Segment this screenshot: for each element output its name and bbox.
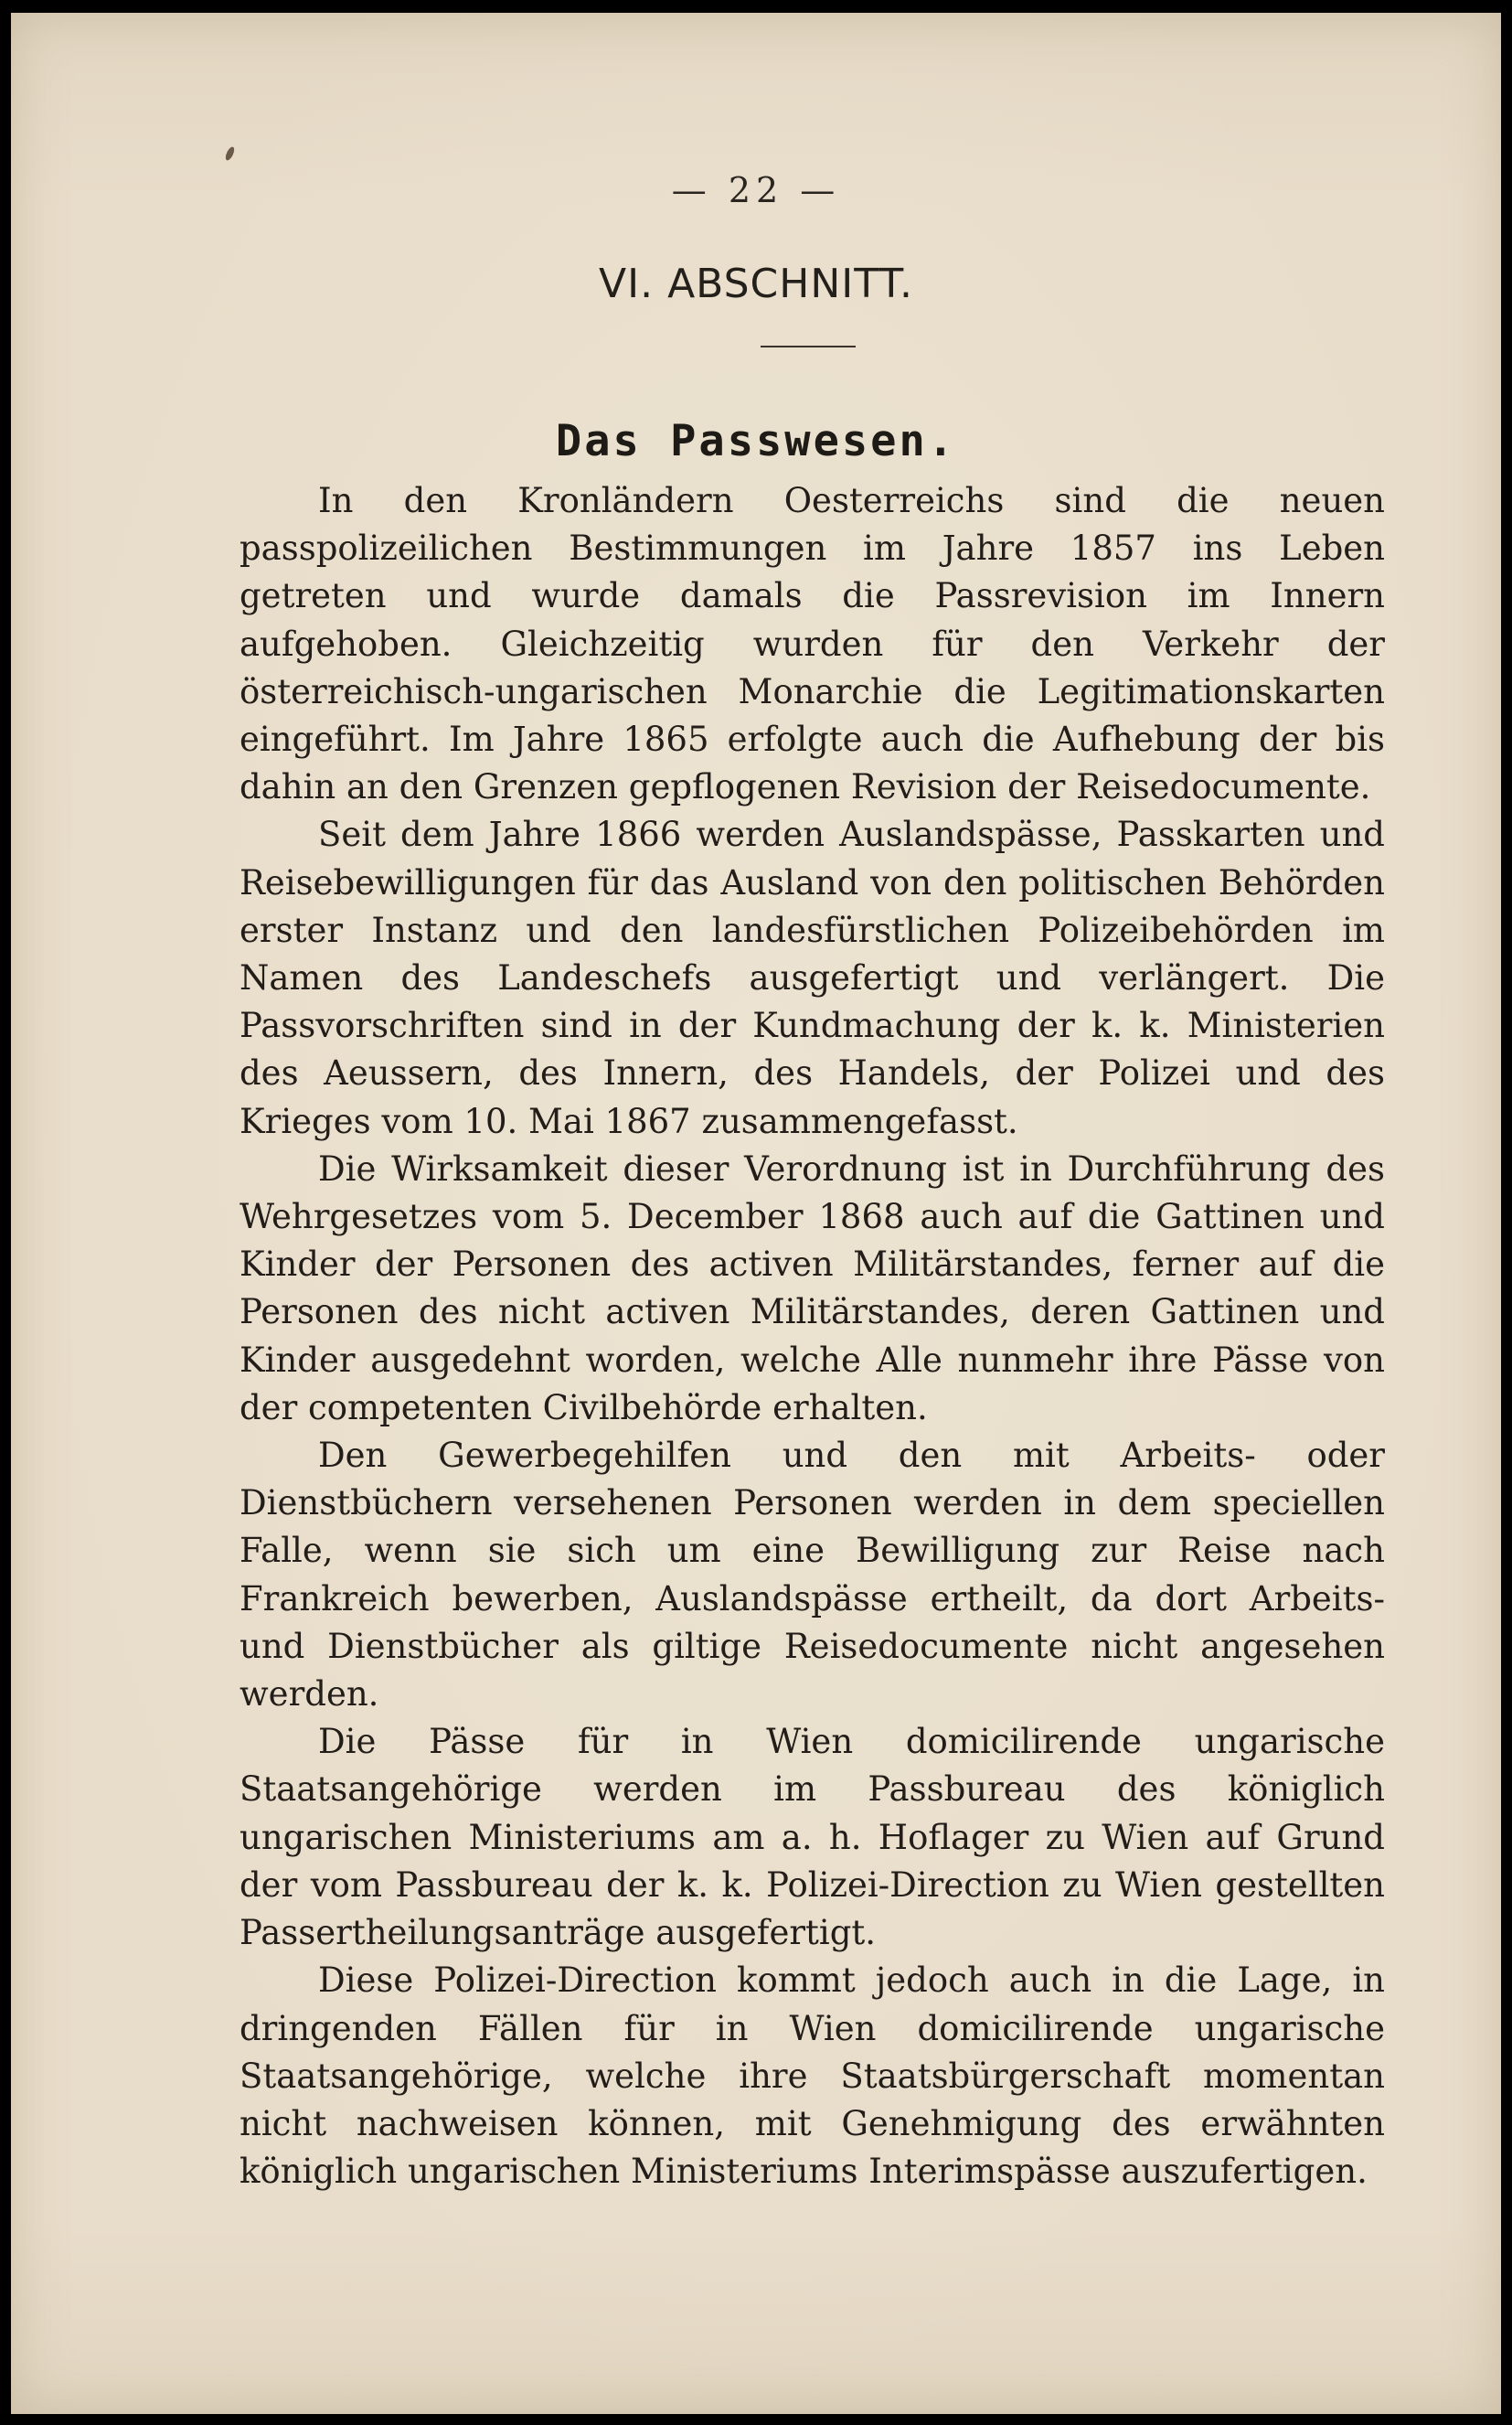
paragraph: Den Gewerbegehilfen und den mit Arbeits- oder Dienstbüchern versehenen Personen werden in dem speciellen Falle, wenn sie sich um eine Bewilligung zur Reise nach Frankreich bewerben, Auslandspässe ertheilt, da dort Arbeits- und Dienstbücher als giltige Reisedocumente nicht angesehen werden. — [240, 1436, 1385, 1715]
paragraph: Diese Polizei-Direction kommt jedoch auch in die Lage, in dringenden Fällen für in Wien domicilirende ungarische Staatsangehörige, welche ihre Staatsbürgerschaft momentan nicht nachweisen können, mit Genehmigung des erwähnten königlich ungarischen Ministeriums Interimspässe auszufertigen. — [240, 1960, 1385, 2192]
paragraph: Seit dem Jahre 1866 werden Auslandspässe, Passkarten und Reisebewilligungen für das Ausland von den politischen Behörden erster Instanz und den landesfürstlichen Polizeibehörden im Namen des Landeschefs ausgefertigt und verlängert. Die Passvorschriften sind in der Kundmachung der k. k. Ministerien des Aeussern, des Innern, des Handels, der Polizei und des Krieges vom 10. Mai 1867 zusammengefasst. — [240, 815, 1385, 1141]
section-title: VI. ABSCHNITT. — [599, 261, 913, 307]
paragraph: In den Kronländern Oesterreichs sind die neuen passpolizeilichen Bestimmungen im Jahre 1857 ins Leben getreten und wurde damals die Passrevision im Innern aufgehoben. Gleichzeitig wurden für den Verkehr der österreichisch-ungarischen Monarchie die Legitimationskarten eingeführt. Im Jahre 1865 erfolgte auch die Aufhebung der bis dahin an den Grenzen gepflogenen Revision der Reisedocumente. — [240, 481, 1385, 807]
body-text — [240, 477, 1385, 2195]
paragraph: Die Pässe für in Wien domicilirende ungarische Staatsangehörige werden im Passbureau des königlich ungarischen Ministeriums am a. h. Hoflager zu Wien auf Grund der vom Passbureau der k. k. Polizei-Direction zu Wien gestellten Passertheilungsanträge ausgefertigt. — [240, 1722, 1385, 1953]
divider — [761, 346, 856, 347]
paragraph: Die Wirksamkeit dieser Verordnung ist in Durchführung des Wehrgesetzes vom 5. December 1868 auch auf die Gattinen und Kinder der Personen des activen Militärstandes, ferner auf die Personen des nicht activen Militärstandes, deren Gattinen und Kinder ausgedehnt worden, welche Alle nunmehr ihre Pässe von der competenten Civilbehörde erhalten. — [240, 1148, 1385, 1427]
chapter-heading: Das Passwesen. — [555, 416, 957, 466]
page-number: — 22 — — [671, 170, 841, 210]
